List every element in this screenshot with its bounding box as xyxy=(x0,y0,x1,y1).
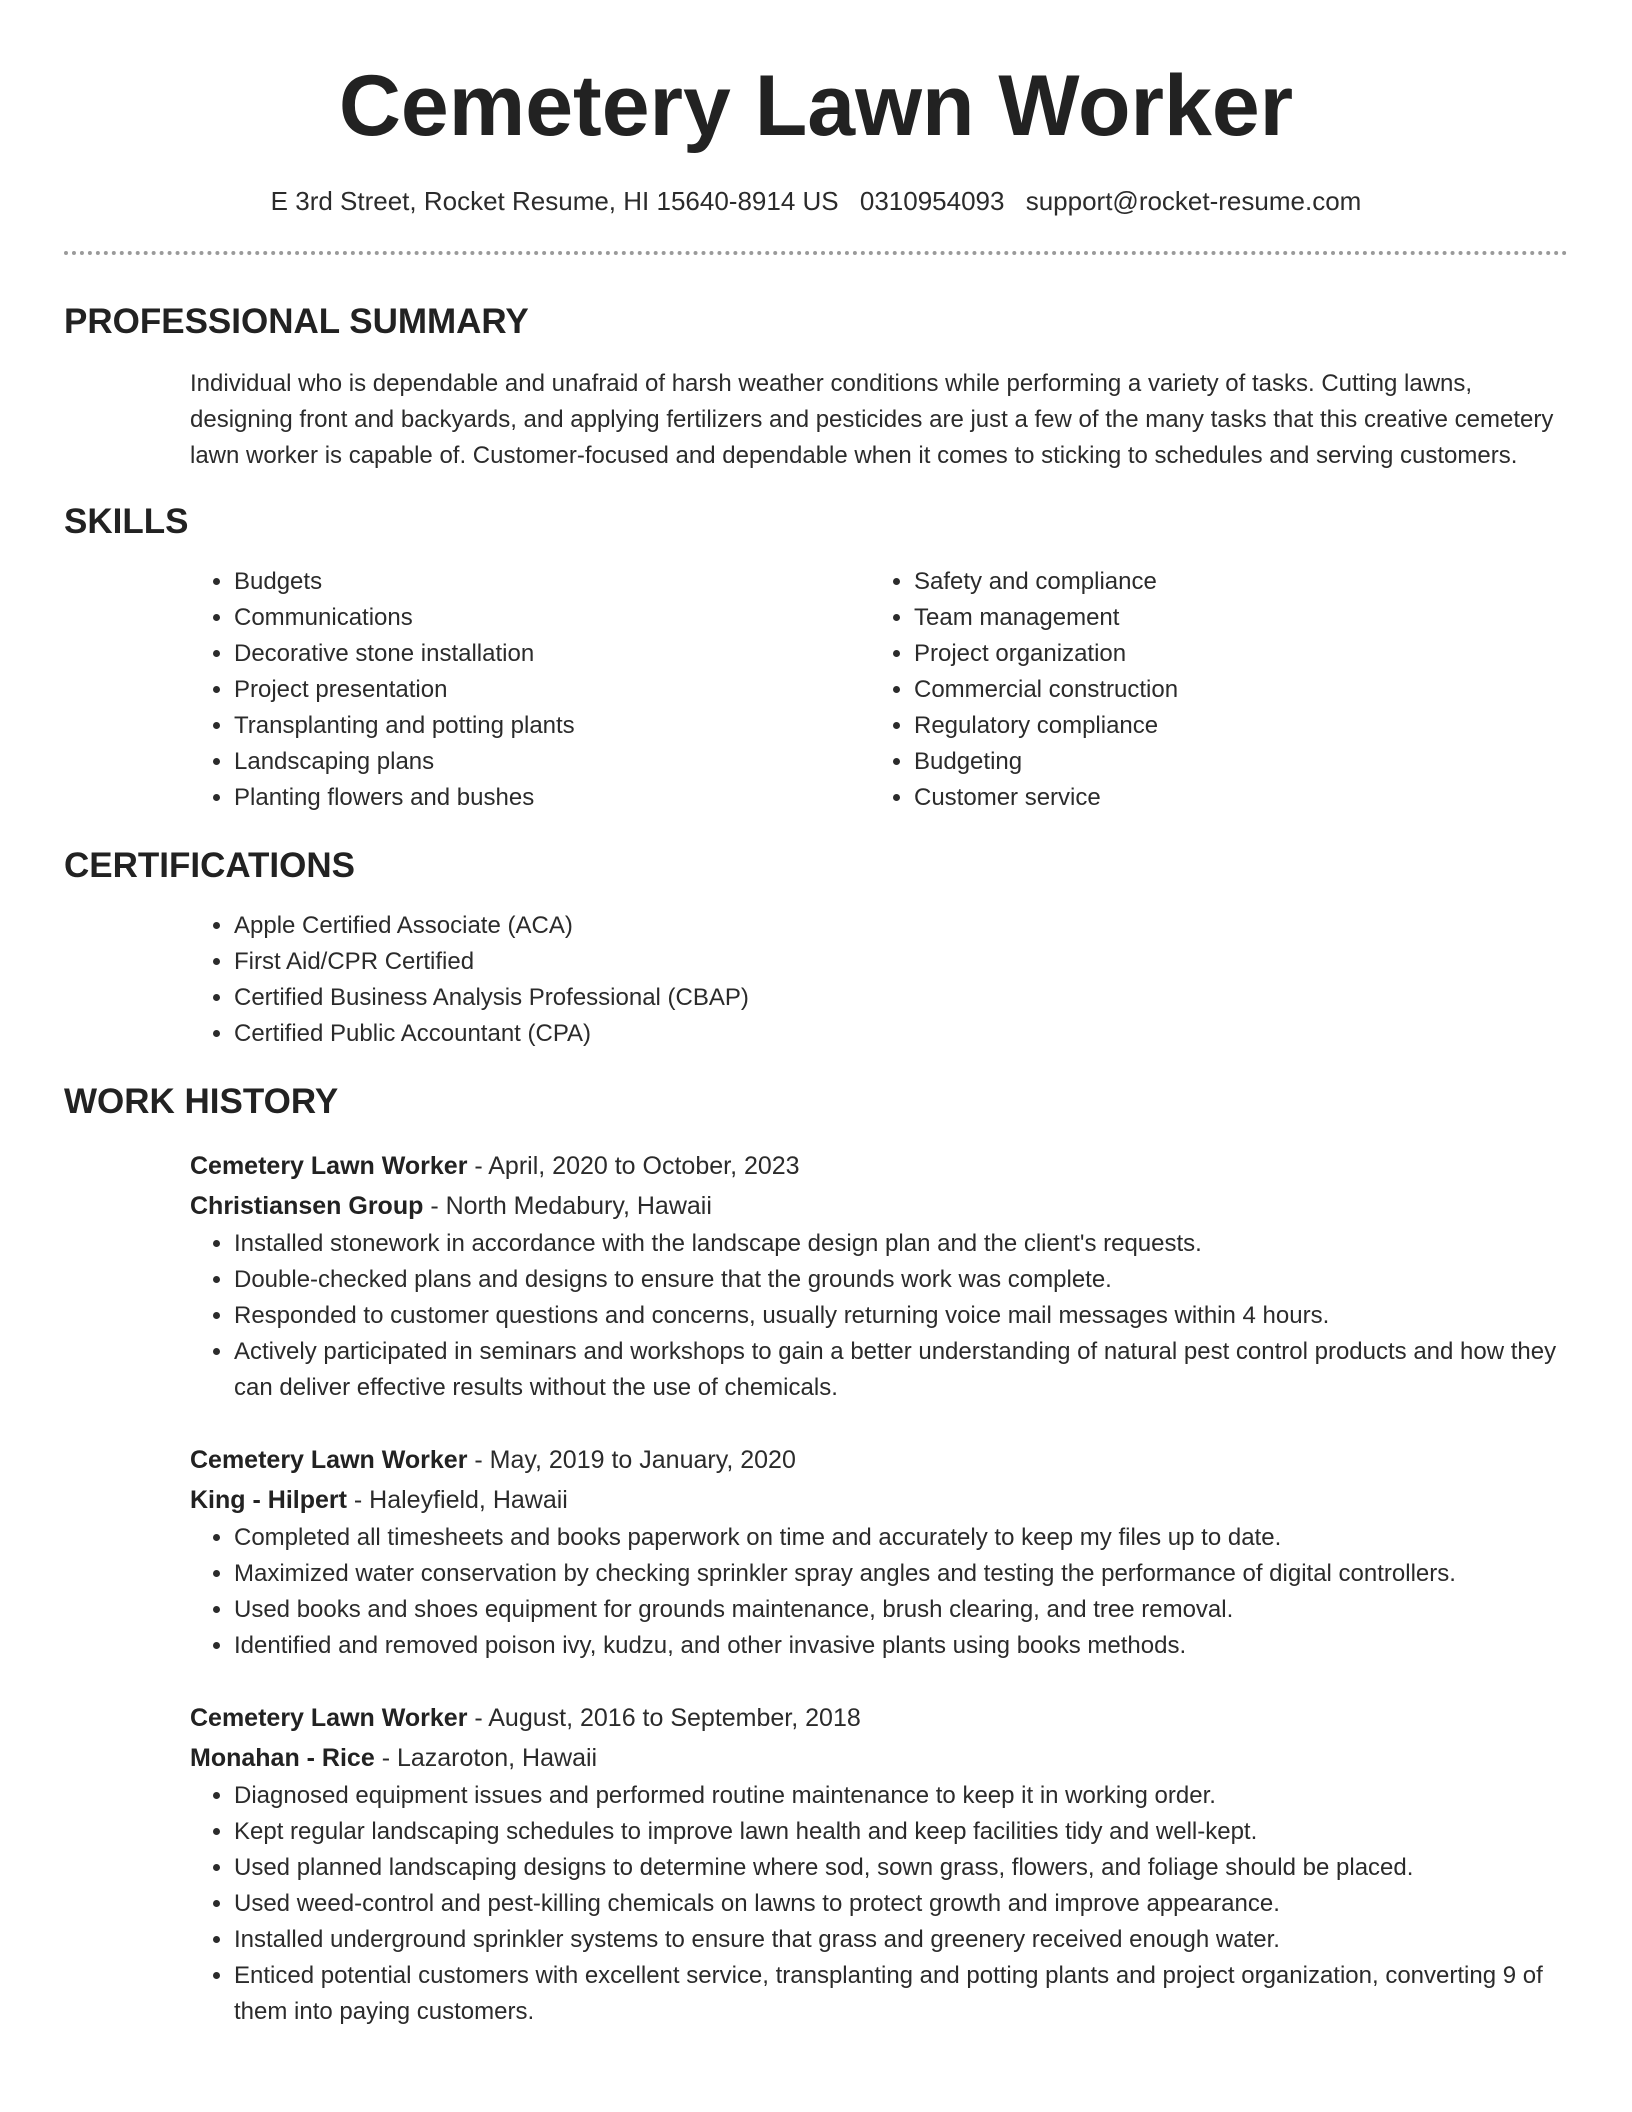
skill-item: • Project presentation xyxy=(234,672,870,708)
job-role: Cemetery Lawn Worker xyxy=(190,1446,468,1474)
job-bullet: • Enticed potential customers with excellent service, transplanting and potting plants and project organization, converting 9 of them into paying customers. xyxy=(234,1958,1568,2030)
skill-item: • Team management xyxy=(914,600,1550,636)
job-bullet: • Actively participated in seminars and workshops to gain a better understanding of natural pest control products and how they can deliver effective results without the use of chemicals. xyxy=(234,1334,1568,1406)
job-bullet-list xyxy=(64,1778,1568,2030)
job-dates: - April, 2020 to October, 2023 xyxy=(467,1152,800,1180)
job-location: - North Medabury, Hawaii xyxy=(423,1192,712,1220)
summary-heading: PROFESSIONAL SUMMARY xyxy=(64,302,529,341)
job-company-line xyxy=(190,1186,1568,1226)
job-location: - Haleyfield, Hawaii xyxy=(346,1486,568,1514)
skills-columns xyxy=(190,564,1568,816)
job-entry xyxy=(190,1146,1568,1406)
certifications-list xyxy=(190,908,1568,1052)
certifications-heading: CERTIFICATIONS xyxy=(64,846,356,885)
work-history-heading: WORK HISTORY xyxy=(64,1082,339,1121)
skill-item: • Project organization xyxy=(914,636,1550,672)
job-title-line xyxy=(190,1440,1568,1480)
job-company-line xyxy=(190,1480,1568,1520)
skills-list-left xyxy=(190,564,870,816)
skill-item: • Communications xyxy=(234,600,870,636)
skill-item: • Planting flowers and bushes xyxy=(234,780,870,816)
skills-list-right xyxy=(870,564,1550,816)
job-role: Cemetery Lawn Worker xyxy=(190,1152,468,1180)
job-entry xyxy=(190,1698,1568,2030)
job-bullet: • Used books and shoes equipment for grounds maintenance, brush clearing, and tree removal. xyxy=(234,1592,1568,1628)
skills-column-right xyxy=(870,564,1550,816)
certifications-block xyxy=(190,908,1568,1052)
job-bullet: • Diagnosed equipment issues and performed routine maintenance to keep it in working order. xyxy=(234,1778,1568,1814)
job-entry xyxy=(190,1440,1568,1664)
job-bullet: • Used planned landscaping designs to determine where sod, sown grass, flowers, and foliage should be placed. xyxy=(234,1850,1568,1886)
job-bullet: • Completed all timesheets and books paperwork on time and accurately to keep my files up to date. xyxy=(234,1520,1568,1556)
certifications-section xyxy=(64,844,1568,1052)
certification-item: • Certified Business Analysis Professional (CBAP) xyxy=(234,980,1568,1016)
contact-email[interactable]: support@rocket-resume.com xyxy=(1025,186,1362,216)
contact-line xyxy=(64,184,1568,218)
job-bullet: • Responded to customer questions and concerns, usually returning voice mail messages within 4 hours. xyxy=(234,1298,1568,1334)
certification-item: • First Aid/CPR Certified xyxy=(234,944,1568,980)
skill-item: • Regulatory compliance xyxy=(914,708,1550,744)
job-dates: - May, 2019 to January, 2020 xyxy=(467,1446,796,1474)
job-bullet-list xyxy=(64,1520,1568,1664)
job-location: - Lazaroton, Hawaii xyxy=(374,1744,598,1772)
job-bullet: • Identified and removed poison ivy, kudzu, and other invasive plants using books methods. xyxy=(234,1628,1568,1664)
job-bullet: • Used weed-control and pest-killing chemicals on lawns to protect growth and improve appearance. xyxy=(234,1886,1568,1922)
skills-heading: SKILLS xyxy=(64,502,189,541)
skill-item: • Commercial construction xyxy=(914,672,1550,708)
job-title-line xyxy=(190,1146,1568,1186)
job-company: Christiansen Group xyxy=(190,1192,424,1220)
job-company-line xyxy=(190,1738,1568,1778)
job-bullet: • Installed stonework in accordance with the landscape design plan and the client's requests. xyxy=(234,1226,1568,1262)
certification-item: • Certified Public Accountant (CPA) xyxy=(234,1016,1568,1052)
skills-section xyxy=(64,500,1568,816)
skill-item: • Customer service xyxy=(914,780,1550,816)
skill-item: • Budgeting xyxy=(914,744,1550,780)
job-dates: - August, 2016 to September, 2018 xyxy=(467,1704,861,1732)
job-bullet: • Double-checked plans and designs to ensure that the grounds work was complete. xyxy=(234,1262,1568,1298)
skill-item: • Landscaping plans xyxy=(234,744,870,780)
job-bullet: • Maximized water conservation by checking sprinkler spray angles and testing the performance of digital controllers. xyxy=(234,1556,1568,1592)
job-role: Cemetery Lawn Worker xyxy=(190,1704,468,1732)
header-divider xyxy=(64,251,1568,255)
summary-text: Individual who is dependable and unafraid of harsh weather conditions while performing a variety of tasks. Cutting lawns, designing front and backyards, and applying fertilizers and pesticides are just a few of the many tasks that this creative cemetery lawn worker is capable of. Customer-focused and dependable when it comes to sticking to schedules and serving customers. xyxy=(190,370,1554,469)
candidate-name: Cemetery Lawn Worker xyxy=(338,58,1294,154)
work-history-section xyxy=(64,1080,1568,2030)
skill-item: • Budgets xyxy=(234,564,870,600)
skill-item: • Decorative stone installation xyxy=(234,636,870,672)
skill-item: • Safety and compliance xyxy=(914,564,1550,600)
job-bullet-list xyxy=(64,1226,1568,1406)
job-bullet: • Kept regular landscaping schedules to improve lawn health and keep facilities tidy and well-kept. xyxy=(234,1814,1568,1850)
job-company: King - Hilpert xyxy=(190,1486,347,1514)
contact-phone[interactable]: 0310954093 xyxy=(859,186,1005,216)
skill-item: • Transplanting and potting plants xyxy=(234,708,870,744)
skills-column-left xyxy=(190,564,870,816)
job-bullet: • Installed underground sprinkler systems to ensure that grass and greenery received enough water. xyxy=(234,1922,1568,1958)
summary-section xyxy=(64,300,1568,474)
job-title-line xyxy=(190,1698,1568,1738)
contact-address: E 3rd Street, Rocket Resume, HI 15640-8914 US xyxy=(270,186,839,216)
certification-item: • Apple Certified Associate (ACA) xyxy=(234,908,1568,944)
job-company: Monahan - Rice xyxy=(190,1744,375,1772)
